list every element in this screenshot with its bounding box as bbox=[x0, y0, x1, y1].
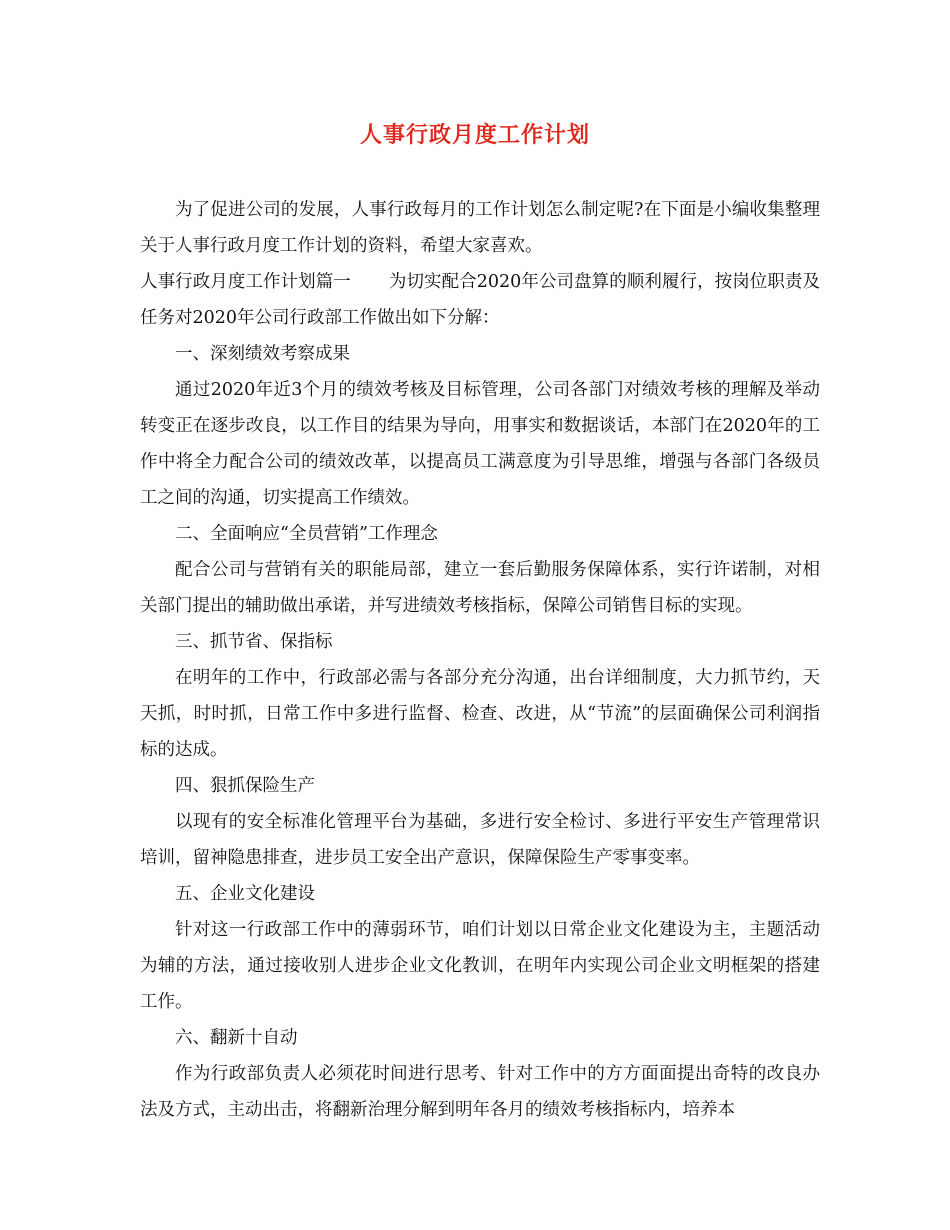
paragraph-4: 以现有的安全标准化管理平台为基础，多进行安全检讨、多进行平安生产管理常识培训，留神隐患排查，进步员工安全出产意识，保障保险生产零事变率。 bbox=[140, 812, 820, 868]
paragraph-6: 作为行政部负责人必须花时间进行思考、针对工作中的方方面面提出奇特的改良办法及方式，主动出击，将翻新治理分解到明年各月的绩效考核指标内，培养本 bbox=[140, 1064, 820, 1120]
paragraph-2: 配合公司与营销有关的职能局部，建立一套后勤服务保障体系，实行许诺制，对相关部门提出的辅助做出承诺，并写进绩效考核指标，保障公司销售目标的实现。 bbox=[140, 560, 820, 616]
heading-5: 五、企业文化建设 bbox=[175, 884, 315, 904]
document-title: 人事行政月度工作计划 bbox=[359, 122, 590, 148]
paragraph-1: 通过2020年近3个月的绩效考核及目标管理，公司各部门对绩效考核的理解及举动转变正在逐步改良，以工作目的结果为导向，用事实和数据谈话，本部门在2020年的工作中将全力配合公司的绩效改革，以提高员工满意度为引导思维，增强与各部门各级员工之间的沟通，切实提高工作绩效。 bbox=[140, 380, 820, 508]
paragraph-3: 在明年的工作中，行政部必需与各部分充分沟通，出台详细制度，大力抓节约，天天抓，时时抓，日常工作中多进行监督、检查、改进，从“节流”的层面确保公司利润指标的达成。 bbox=[140, 668, 820, 760]
document-body bbox=[140, 192, 820, 1128]
paragraph-5: 针对这一行政部工作中的薄弱环节，咱们计划以日常企业文化建设为主，主题活动为辅的方法，通过接收别人进步企业文化教训，在明年内实现公司企业文明框架的搭建工作。 bbox=[140, 920, 820, 1012]
heading-3: 三、抓节省、保指标 bbox=[175, 632, 333, 652]
paragraph-plan-intro bbox=[140, 264, 820, 336]
paragraph-plan-intro-text: 为切实配合2020年公司盘算的顺利履行，按岗位职责及任务对2020年公司行政部工作做出如下分解： bbox=[140, 272, 820, 328]
heading-2: 二、全面响应“全员营销”工作理念 bbox=[175, 524, 438, 544]
heading-6: 六、翻新十自动 bbox=[175, 1028, 298, 1048]
section-lead: 人事行政月度工作计划篇一 bbox=[140, 272, 351, 292]
heading-1: 一、深刻绩效考察成果 bbox=[175, 344, 350, 364]
heading-4: 四、狠抓保险生产 bbox=[175, 776, 315, 796]
paragraph-intro: 为了促进公司的发展，人事行政每月的工作计划怎么制定呢?在下面是小编收集整理关于人事行政月度工作计划的资料，希望大家喜欢。 bbox=[140, 200, 820, 256]
